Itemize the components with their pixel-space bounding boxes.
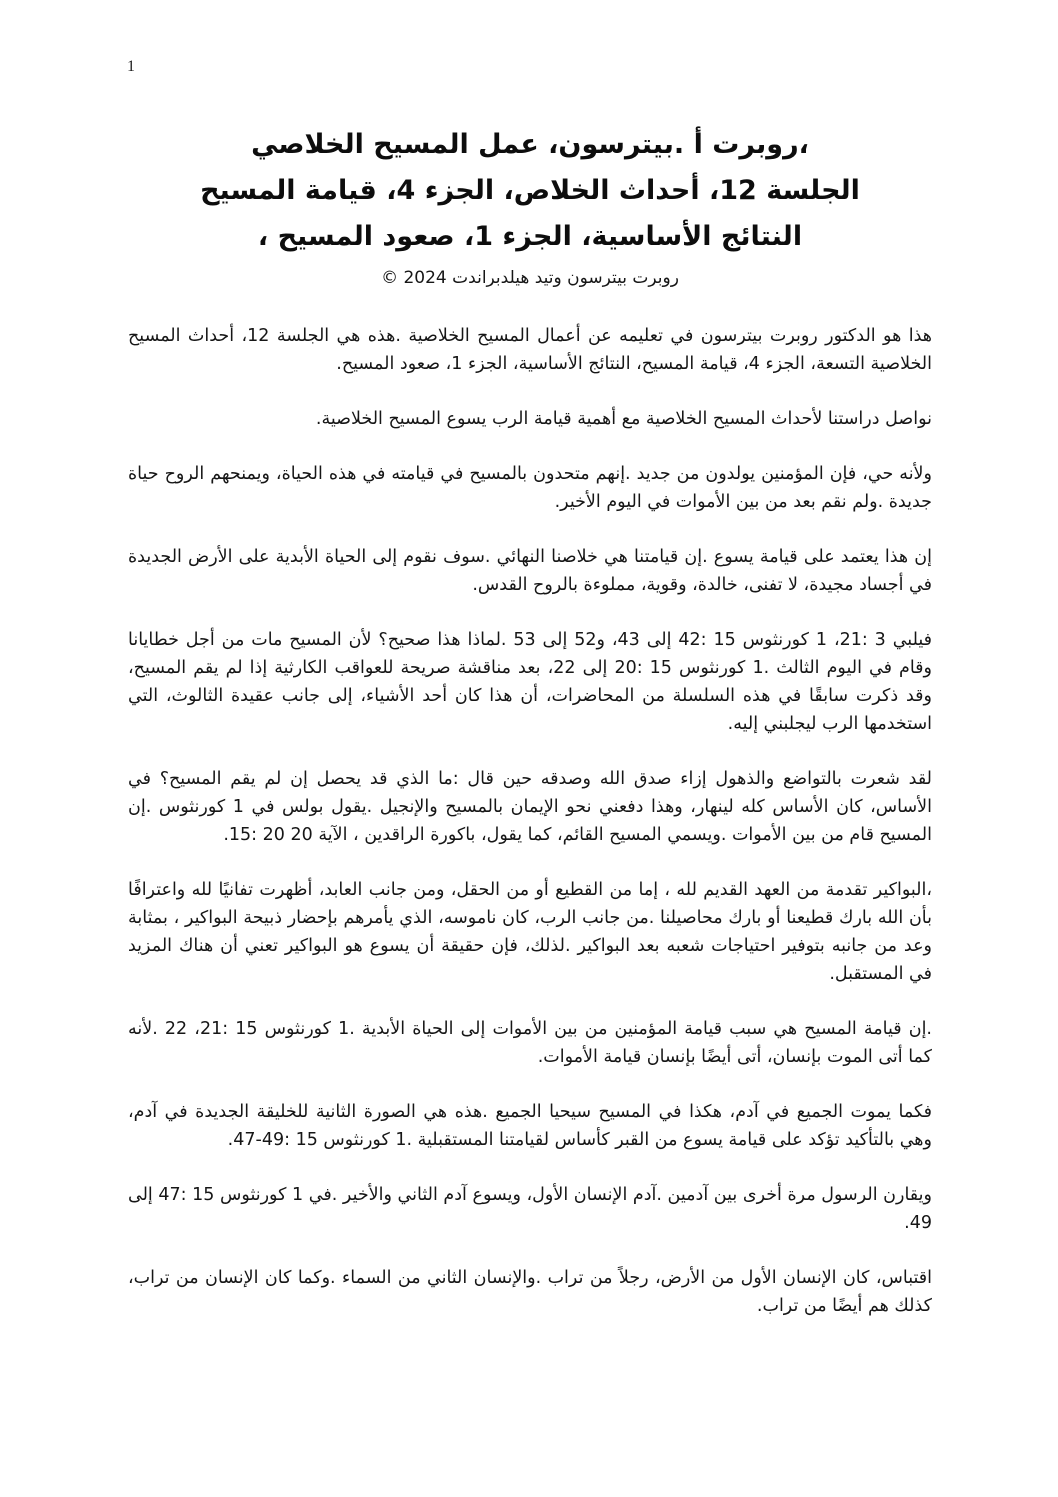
body-paragraph: فيلبي 3 :21، 1 كورنثوس 15 :42 إلى 43، و52 إلى 53 .لماذا هذا صحيح؟ لأن المسيح مات من أجل خطايانا وقام في اليوم الثالث .1 كورنثوس 15 :20 إلى 22، بعد مناقشة صريحة للعواقب الكارثية إذا لم يقم المسيح، وقد ذكرت سابقًا في هذه السلسلة من المحاضرات، أن هذا كان أحد الأشياء، إلى جانب عقيدة الثالوث، التي استخدمها الرب ليجلبني إليه. xyxy=(128,630,933,734)
document-title-line-1: ،روبرت أ .بيترسون، عمل المسيح الخلاصي xyxy=(251,129,809,160)
document-title-line-3: النتائج الأساسية، الجزء 1، صعود المسيح ، xyxy=(257,221,803,252)
body-paragraph: نواصل دراستنا لأحداث المسيح الخلاصية مع أهمية قيامة الرب يسوع المسيح الخلاصية. xyxy=(315,409,932,429)
body-paragraph: هذا هو الدكتور روبرت بيترسون في تعليمه عن أعمال المسيح الخلاصية .هذه هي الجلسة 12، أحداث المسيح الخلاصية التسعة، الجزء 4، قيامة المسيح، النتائج الأساسية، الجزء 1، صعود المسيح. xyxy=(128,326,932,374)
body-paragraph: إن هذا يعتمد على قيامة يسوع .إن قيامتنا هي خلاصنا النهائي .سوف نقوم إلى الحياة الأبدية على الأرض الجديدة في أجساد مجيدة، لا تفنى، خالدة، وقوية، مملوءة بالروح القدس. xyxy=(128,547,932,595)
page-number: 1 xyxy=(127,58,135,75)
body-paragraph: ولأنه حي، فإن المؤمنين يولدون من جديد .إنهم متحدون بالمسيح في قيامته في هذه الحياة، ويمنحهم الروح حياة جديدة .ولم نقم بعد من بين الأموات في اليوم الأخير. xyxy=(128,464,932,512)
body-paragraph: .إن قيامة المسيح هي سبب قيامة المؤمنين من بين الأموات إلى الحياة الأبدية .1 كورنثوس 15 :21، 22 .لأنه كما أتى الموت بإنسان، أتى أيضًا بإنسان قيامة الأموات. xyxy=(128,1019,932,1067)
page-content xyxy=(128,0,932,1347)
body-paragraph: اقتباس، كان الإنسان الأول من الأرض، رجلاً من تراب .والإنسان الثاني من السماء .وكما كان الإنسان من تراب، كذلك هم أيضًا من تراب. xyxy=(128,1268,932,1316)
copyright-byline: روبرت بيترسون وتيد هيلدبراندت 2024 © xyxy=(381,268,679,288)
document-title-line-2: الجلسة 12، أحداث الخلاص، الجزء 4، قيامة المسيح xyxy=(200,175,860,206)
body-paragraph: فكما يموت الجميع في آدم، هكذا في المسيح سيحيا الجميع .هذه هي الصورة الثانية للخليقة الجديدة في آدم، وهي بالتأكيد تؤكد على قيامة يسوع من القبر كأساس لقيامتنا المستقبلية .1 كورنثوس 15 :49-47. xyxy=(128,1102,932,1150)
body-paragraph: ،البواكير تقدمة من العهد القديم لله ، إما من القطيع أو من الحقل، ومن جانب العابد، أظهرت تفانيًا لله واعترافًا بأن الله بارك قطيعنا أو بارك محاصيلنا .من جانب الرب، كان ناموسه، الذي يأمرهم بإحضار ذبيحة البواكير ، بمثابة وعد من جانبه بتوفير احتياجات شعبه بعد البواكير .لذلك، فإن حقيقة أن يسوع هو البواكير تعني أن هناك المزيد في المستقبل. xyxy=(128,880,932,984)
document-title xyxy=(128,122,932,260)
body-paragraph: لقد شعرت بالتواضع والذهول إزاء صدق الله وصدقه حين قال :ما الذي قد يحصل إن لم يقم المسيح؟ في الأساس، كان الأساس كله لينهار، وهذا دفعني نحو الإيمان بالمسيح والإنجيل .يقول بولس في 1 كورنثوس .إن المسيح قام من بين الأموات .ويسمي المسيح القائم، كما يقول، باكورة الراقدين ، الآية 20 20 :15. xyxy=(128,769,933,845)
paragraphs xyxy=(128,322,932,1320)
body-paragraph: ويقارن الرسول مرة أخرى بين آدمين .آدم الإنسان الأول، ويسوع آدم الثاني والأخير .في 1 كورنثوس 15 :47 إلى 49. xyxy=(128,1185,932,1233)
